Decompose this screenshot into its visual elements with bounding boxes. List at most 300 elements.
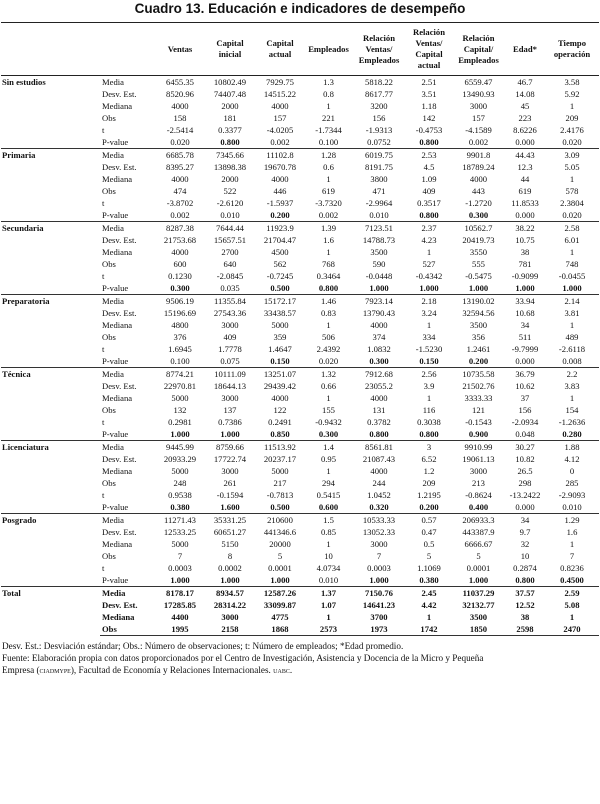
table-cell: 5.08 (564, 600, 580, 610)
table-cell: 17285.85 (163, 600, 197, 610)
table-cell: 10 (520, 551, 530, 561)
stat-label: P-value (100, 282, 155, 295)
table-cell: 443387.9 (462, 527, 495, 537)
table-cell: 0.66 (320, 381, 337, 391)
table-cell: 374 (372, 332, 386, 342)
table-row (1, 514, 599, 527)
table-cell: 1 (326, 539, 331, 549)
table-cell: 155 (322, 405, 335, 415)
table-cell: 221 (322, 113, 335, 123)
table-cell: -1.9313 (365, 125, 393, 135)
table-row (1, 587, 599, 600)
table-cell: 10562.7 (452, 222, 505, 235)
table-cell: -0.4342 (415, 271, 443, 281)
stat-label: t (102, 344, 105, 354)
table-cell: 3000 (221, 612, 239, 622)
table-cell: 11513.92 (255, 441, 305, 454)
table-cell: -0.7245 (266, 271, 294, 281)
table-cell: 506 (322, 332, 335, 342)
table-cell: 157 (273, 113, 287, 123)
table-cell: 14515.22 (263, 89, 297, 99)
table-cell: 8520.96 (166, 89, 194, 99)
table-cell: 2.59 (545, 587, 599, 600)
table-cell: 34 (505, 514, 545, 527)
table-cell: 158 (173, 113, 187, 123)
table-cell: 26.5 (517, 466, 533, 476)
stat-label: Obs (102, 405, 116, 415)
table-cell: 4775 (271, 612, 289, 622)
table-cell: 8774.21 (155, 368, 205, 381)
stat-label: P-value (100, 428, 155, 441)
column-header: Relación Ventas/ Empleados (352, 23, 406, 76)
table-cell: 13190.02 (452, 295, 505, 308)
table-cell: 0.3038 (417, 417, 441, 427)
table-cell: 11355.84 (205, 295, 255, 308)
table-cell: 1 (426, 393, 432, 403)
table-cell: 3 (406, 441, 452, 454)
table-cell: 11037.29 (452, 587, 505, 600)
table-cell: -0.8624 (465, 490, 492, 500)
stat-label: Obs (100, 623, 155, 636)
table-cell: 1 (326, 320, 331, 330)
table-cell: 489 (565, 332, 579, 342)
table-cell: 2573 (305, 623, 352, 636)
table-cell: -2.6120 (216, 198, 244, 208)
table-cell: 21704.47 (263, 235, 297, 245)
table-cell: 1.000 (255, 574, 305, 587)
table-cell: 38 (520, 612, 530, 622)
column-header: Empleados (305, 23, 352, 76)
table-cell: 0.320 (352, 501, 406, 514)
table-cell: 1 (326, 101, 331, 111)
table-cell: 37 (520, 393, 530, 403)
table-cell: 18789.24 (462, 162, 495, 172)
table-cell: 1.4 (305, 441, 352, 454)
table-cell: 3200 (370, 101, 388, 111)
table-cell: -1.2636 (558, 417, 586, 427)
table-cell: 6.01 (564, 235, 580, 245)
table-cell: 3000 (370, 539, 388, 549)
table-cell: 34 (520, 320, 530, 330)
table-cell: 0.200 (255, 209, 305, 222)
table-row (1, 76, 599, 89)
table-cell: 1.6945 (168, 344, 192, 354)
table-cell: 6019.75 (352, 149, 406, 162)
table-cell: 8759.66 (205, 441, 255, 454)
table-cell: 0.100 (155, 355, 205, 368)
table-cell: 0.010 (545, 501, 599, 514)
table-cell: 1.37 (305, 587, 352, 600)
table-cell: 0.010 (305, 574, 352, 587)
table-cell: 0.020 (545, 136, 599, 149)
column-header: Relación Ventas/ Capital actual (406, 23, 452, 76)
table-cell: 1 (569, 612, 575, 622)
table-cell: 154 (565, 405, 579, 415)
table-cell: 356 (472, 332, 485, 342)
table-cell: 0.8236 (560, 563, 584, 573)
table-cell: 10.68 (515, 308, 535, 318)
table-cell: 0.800 (205, 136, 255, 149)
table-cell: 3333.33 (464, 393, 493, 403)
table-cell: 0.5415 (316, 490, 341, 500)
table-cell: 13052.33 (362, 527, 396, 537)
column-header: Tiempo operación (545, 23, 599, 76)
stat-label: Desv. Est. (102, 162, 137, 172)
table-cell: 8 (227, 551, 233, 561)
table-cell: 0.0003 (367, 563, 391, 573)
stat-label: t (102, 417, 105, 427)
table-cell: 2.45 (406, 587, 452, 600)
table-cell: 1 (569, 101, 575, 111)
table-row (1, 368, 599, 381)
table-cell: 4500 (271, 247, 289, 257)
table-cell: 1.2461 (466, 344, 491, 354)
table-cell: 578 (565, 186, 579, 196)
table-cell: 3000 (221, 320, 239, 330)
table-cell: 2470 (545, 623, 599, 636)
table-cell: -0.1543 (465, 417, 492, 427)
table-cell: 0.020 (155, 136, 205, 149)
table-cell: 781 (518, 259, 532, 269)
table-cell: 7345.66 (205, 149, 255, 162)
table-cell: 4000 (370, 466, 388, 476)
table-row (1, 149, 599, 162)
table-cell: 4000 (469, 174, 488, 184)
table-cell: 4000 (271, 393, 289, 403)
table-cell: 1.29 (545, 514, 599, 527)
table-cell: -3.7320 (315, 198, 342, 208)
group-label: Total (1, 587, 100, 636)
table-cell: 5000 (171, 393, 189, 403)
table-cell: -2.5414 (166, 125, 194, 135)
table-notes (2, 640, 598, 676)
table-cell: 0.47 (421, 527, 437, 537)
table-cell: 45 (520, 101, 530, 111)
table-cell: 9.7 (519, 527, 531, 537)
stat-label: P-value (100, 209, 155, 222)
table-cell: 1.18 (421, 101, 437, 111)
table-cell: 11102.8 (255, 149, 305, 162)
table-cell: 768 (322, 259, 335, 269)
table-cell: 0.500 (255, 501, 305, 514)
table-cell: 8178.17 (155, 587, 205, 600)
table-cell: 0.800 (406, 209, 452, 222)
table-cell: 0.000 (505, 501, 545, 514)
table-cell: 38.22 (505, 222, 545, 235)
table-cell: -0.9432 (315, 417, 342, 427)
table-cell: 0.0001 (268, 563, 292, 573)
table-cell: 1 (569, 247, 575, 257)
column-header: Edad* (505, 23, 545, 76)
table-cell: 3000 (469, 101, 488, 111)
table-cell: 4000 (171, 174, 189, 184)
stat-label: t (102, 125, 105, 135)
table-cell: -2.0845 (216, 271, 244, 281)
table-row (1, 441, 599, 454)
table-cell: 1.000 (205, 574, 255, 587)
column-header: Capital inicial (205, 23, 255, 76)
table-cell: -0.5475 (465, 271, 492, 281)
table-cell: 600 (173, 259, 187, 269)
table-cell: 0.000 (505, 209, 545, 222)
table-cell: 0.020 (545, 209, 599, 222)
table-cell: 18644.13 (213, 381, 247, 391)
table-cell: 1.2195 (417, 490, 441, 500)
table-cell: -0.0448 (365, 271, 393, 281)
table-cell: 3800 (370, 174, 388, 184)
table-cell: 12.3 (517, 162, 533, 172)
table-cell: 38 (520, 247, 530, 257)
table-cell: 0.95 (320, 454, 337, 464)
table-cell: 1868 (255, 623, 305, 636)
table-cell: -4.1589 (465, 125, 492, 135)
stat-label: Media (100, 514, 155, 527)
table-cell: 1.000 (452, 574, 505, 587)
table-cell: 13790.43 (362, 308, 396, 318)
table-cell: 7 (376, 551, 382, 561)
table-cell: 7644.44 (205, 222, 255, 235)
table-cell: 3.24 (421, 308, 437, 318)
table-cell: 4.12 (564, 454, 580, 464)
table-cell: 7150.76 (352, 587, 406, 600)
table-cell: 0.800 (406, 136, 452, 149)
table-cell: 0.7386 (218, 417, 242, 427)
table-cell: 10111.09 (205, 368, 255, 381)
group-header (1, 23, 100, 76)
table-cell: -13.2422 (509, 490, 541, 500)
table-cell: 3500 (370, 247, 388, 257)
table-cell: 0.0003 (168, 563, 192, 573)
table-cell: -3.8702 (166, 198, 194, 208)
table-cell: 12533.25 (163, 527, 197, 537)
table-cell: 21753.68 (163, 235, 197, 245)
table-cell: -4.0205 (266, 125, 294, 135)
table-cell: 4000 (171, 247, 189, 257)
table-cell: 5 (277, 551, 283, 561)
table-cell: 5818.22 (352, 76, 406, 89)
table-cell: 0 (569, 466, 575, 476)
table-cell: 0.002 (452, 136, 505, 149)
table-cell: 1.46 (305, 295, 352, 308)
table-cell: 0.002 (255, 136, 305, 149)
table-cell: 0.800 (352, 428, 406, 441)
stat-label: Mediana (102, 612, 135, 622)
table-cell: 446 (273, 186, 287, 196)
table-cell: 0.002 (305, 209, 352, 222)
table-cell: 121 (472, 405, 485, 415)
table-cell: 1.000 (205, 428, 255, 441)
table-cell: 10 (324, 551, 333, 561)
table-cell: 5000 (271, 320, 289, 330)
table-cell: 14641.23 (362, 600, 396, 610)
stat-label: Obs (102, 186, 116, 196)
table-cell: -2.9964 (365, 198, 393, 208)
stat-label: Obs (102, 551, 116, 561)
table-cell: -2.9093 (558, 490, 586, 500)
table-cell: 409 (223, 332, 237, 342)
note-source-text: Fuente: Elaboración propia con datos proporcionados por el Centro de Investigación, Asistencia y Docencia de la Micro y Pequeña (2, 653, 484, 663)
table-body (1, 76, 599, 636)
table-cell: 748 (565, 259, 579, 269)
table-cell: -0.1594 (216, 490, 244, 500)
stat-label: Desv. Est. (102, 454, 137, 464)
stat-label: t (102, 271, 105, 281)
stat-label: Mediana (102, 393, 133, 403)
table-cell: 17722.74 (213, 454, 247, 464)
table-cell: 1 (569, 320, 575, 330)
table-cell: 60651.27 (213, 527, 247, 537)
table-cell: 0.1230 (168, 271, 192, 281)
table-cell: 1.600 (205, 501, 255, 514)
table-cell: 0.8 (323, 89, 334, 99)
table-cell: 10.62 (515, 381, 535, 391)
table-cell: 0.2874 (513, 563, 537, 573)
note-source-cont2: ), Facultad de Economía y Relaciones Internacionales. (70, 665, 274, 675)
stat-label: Desv. Est. (102, 527, 137, 537)
table-cell: 0.300 (352, 355, 406, 368)
stat-label: Media (100, 587, 155, 600)
table-cell: 3000 (469, 466, 488, 476)
table-cell: 0.85 (320, 527, 337, 537)
table-cell: 19670.78 (263, 162, 297, 172)
table-cell: 2.4176 (560, 125, 584, 135)
table-cell: 2.3804 (560, 198, 584, 208)
group-label: Primaria (1, 149, 100, 222)
table-cell: 0.200 (406, 501, 452, 514)
table-cell: 4.0734 (316, 563, 341, 573)
table-cell: 1.0452 (367, 490, 391, 500)
table-cell: 4000 (171, 101, 189, 111)
table-cell: 156 (372, 113, 386, 123)
table-cell: 8395.27 (166, 162, 194, 172)
table-cell: 1.1069 (417, 563, 441, 573)
table-cell: 0.800 (505, 574, 545, 587)
table-cell: 35331.25 (205, 514, 255, 527)
stat-label: Media (100, 222, 155, 235)
table-cell: 20933.29 (163, 454, 197, 464)
stat-label: Desv. Est. (102, 600, 138, 610)
table-cell: 29439.42 (263, 381, 297, 391)
stat-label: Mediana (102, 539, 133, 549)
table-cell: 27543.36 (213, 308, 247, 318)
table-cell: 471 (372, 186, 386, 196)
stat-label: Media (100, 149, 155, 162)
table-cell: 2.37 (406, 222, 452, 235)
table-cell: 14.08 (515, 89, 535, 99)
stat-label: Obs (102, 259, 116, 269)
column-header: Ventas (155, 23, 205, 76)
header-row (1, 23, 599, 76)
table-cell: 3500 (469, 320, 488, 330)
table-cell: 1.39 (305, 222, 352, 235)
table-cell: 1.0832 (367, 344, 391, 354)
table-cell: -1.5937 (266, 198, 294, 208)
table-cell: 142 (422, 113, 436, 123)
table-cell: 1.000 (505, 282, 545, 295)
stat-header (100, 23, 155, 76)
stat-label: Mediana (102, 174, 133, 184)
table-cell: 4800 (171, 320, 189, 330)
table-cell: 0.380 (406, 574, 452, 587)
table-cell: 11923.9 (255, 222, 305, 235)
table-cell: -0.7813 (266, 490, 294, 500)
table-cell: 20000 (269, 539, 291, 549)
table-title: Cuadro 13. Educación e indicadores de desempeño (134, 1, 466, 16)
table-cell: 1.000 (545, 282, 599, 295)
table-cell: 2.53 (406, 149, 452, 162)
table-cell: 0.57 (406, 514, 452, 527)
table-cell: 3.58 (545, 76, 599, 89)
table-cell: 5000 (171, 539, 189, 549)
group-label: Sin estudios (1, 76, 100, 149)
table-cell: -1.5230 (415, 344, 443, 354)
table-cell: 22970.81 (163, 381, 197, 391)
table-cell: 1.5 (305, 514, 352, 527)
table-cell: 441346.6 (263, 527, 297, 537)
table-cell: 209 (565, 113, 579, 123)
table-cell: 409 (422, 186, 436, 196)
table-cell: 3.83 (564, 381, 580, 391)
stat-label: Mediana (102, 466, 133, 476)
table-cell: 8561.81 (352, 441, 406, 454)
table-cell: 1.000 (406, 282, 452, 295)
table-cell: 1 (569, 393, 575, 403)
table-cell: 33.94 (505, 295, 545, 308)
table-cell: 13898.38 (213, 162, 247, 172)
table-cell: 0.075 (205, 355, 255, 368)
table-cell: 1.3 (305, 76, 352, 89)
table-cell: 5.92 (564, 89, 580, 99)
table-cell: 15196.69 (163, 308, 197, 318)
table-cell: 8934.57 (205, 587, 255, 600)
table-cell: 1.6 (566, 527, 578, 537)
table-cell: 0.600 (305, 501, 352, 514)
table-cell: 2.18 (406, 295, 452, 308)
table-cell: 294 (322, 478, 335, 488)
table-cell: 20419.73 (462, 235, 495, 245)
table-cell: 0.002 (155, 209, 205, 222)
table-cell: 1.000 (352, 574, 406, 587)
table-cell: 3.51 (421, 89, 437, 99)
table-cell: 640 (223, 259, 237, 269)
table-cell: 1 (426, 320, 432, 330)
table-cell: 0.008 (545, 355, 599, 368)
note-source-cont: Empresa ( (2, 665, 40, 675)
table-cell: 562 (273, 259, 287, 269)
table-cell: 10.75 (515, 235, 535, 245)
table-cell: 7929.75 (255, 76, 305, 89)
table-cell: 0.0752 (352, 136, 406, 149)
table-cell: 44.43 (505, 149, 545, 162)
table-cell: 157 (472, 113, 485, 123)
table-cell: 261 (223, 478, 237, 488)
table-cell: 0.3464 (316, 271, 341, 281)
stat-label: Media (100, 76, 155, 89)
table-cell: 8287.38 (155, 222, 205, 235)
table-cell: 2000 (221, 174, 239, 184)
table-cell: 15657.51 (213, 235, 247, 245)
table-cell: 1 (326, 612, 331, 622)
stat-label: t (102, 198, 105, 208)
table-cell: 23055.2 (365, 381, 393, 391)
table-cell: 1 (326, 247, 331, 257)
table-cell: 2.14 (545, 295, 599, 308)
table-cell: 619 (322, 186, 335, 196)
table-cell: 4000 (370, 320, 388, 330)
table-cell: 1.7778 (218, 344, 242, 354)
table-cell: 5 (426, 551, 432, 561)
table-cell: 7 (569, 551, 575, 561)
